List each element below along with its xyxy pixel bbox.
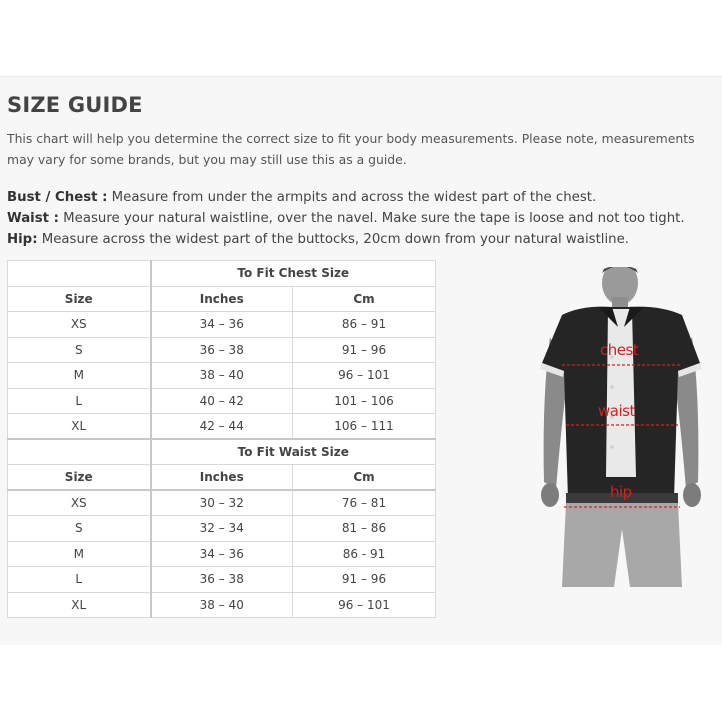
inches-cell: 30 – 32	[151, 490, 293, 516]
inches-cell: 40 – 42	[151, 388, 293, 414]
size-cell: L	[8, 388, 151, 414]
chest-table-heading: To Fit Chest Size	[151, 261, 436, 287]
size-guide-panel	[0, 76, 722, 645]
column-header-cm: Cm	[293, 286, 436, 312]
page-title: SIZE GUIDE	[7, 93, 143, 117]
definition-term: Hip:	[7, 232, 38, 247]
waist-table-heading: To Fit Waist Size	[151, 439, 436, 465]
cm-cell: 86 - 91	[293, 541, 436, 567]
table-row	[8, 337, 436, 363]
size-cell: S	[8, 516, 151, 542]
size-table	[7, 260, 436, 618]
cm-cell: 91 – 96	[293, 337, 436, 363]
definition-hip	[7, 229, 719, 250]
table-row	[8, 567, 436, 593]
table-row	[8, 363, 436, 389]
size-cell: M	[8, 541, 151, 567]
cm-cell: 86 – 91	[293, 312, 436, 338]
model-illustration	[532, 267, 712, 587]
size-cell: M	[8, 363, 151, 389]
waist-heading-row	[8, 439, 436, 465]
definition-text: Measure across the widest part of the buttocks, 20cm down from your natural waistline.	[37, 232, 630, 247]
definition-waist	[7, 208, 719, 229]
size-cell: L	[8, 567, 151, 593]
inches-cell: 38 – 40	[151, 363, 293, 389]
cm-cell: 101 – 106	[293, 388, 436, 414]
size-cell: XS	[8, 312, 151, 338]
table-row	[8, 312, 436, 338]
table-row	[8, 592, 436, 618]
chest-label: chest	[600, 341, 639, 359]
definition-text: Measure from under the armpits and across the widest part of the chest.	[107, 190, 597, 205]
inches-cell: 42 – 44	[151, 414, 293, 440]
cm-cell: 96 – 101	[293, 363, 436, 389]
model-measurement-figure	[532, 267, 712, 587]
waist-column-header-row	[8, 465, 436, 491]
table-row	[8, 490, 436, 516]
inches-cell: 38 – 40	[151, 592, 293, 618]
column-header-size: Size	[8, 465, 151, 491]
inches-cell: 36 – 38	[151, 567, 293, 593]
inches-cell: 34 – 36	[151, 312, 293, 338]
definition-chest	[7, 187, 719, 208]
cm-cell: 91 – 96	[293, 567, 436, 593]
empty-cell	[8, 261, 151, 287]
chest-heading-row	[8, 261, 436, 287]
definition-term: Waist :	[7, 211, 59, 226]
cm-cell: 81 – 86	[293, 516, 436, 542]
definition-term: Bust / Chest :	[7, 190, 108, 205]
size-cell: S	[8, 337, 151, 363]
intro-text: This chart will help you determine the correct size to fit your body measurements. Please note, measurements may vary for some brands, but you may still use this as a guide.	[7, 131, 695, 167]
table-row	[8, 541, 436, 567]
cm-cell: 96 – 101	[293, 592, 436, 618]
column-header-inches: Inches	[151, 465, 293, 491]
column-header-cm: Cm	[293, 465, 436, 491]
table-row	[8, 516, 436, 542]
column-header-inches: Inches	[151, 286, 293, 312]
column-header-size: Size	[8, 286, 151, 312]
measurement-definitions	[7, 187, 719, 250]
waist-label: waist	[598, 402, 635, 420]
cm-cell: 76 – 81	[293, 490, 436, 516]
inches-cell: 34 – 36	[151, 541, 293, 567]
table-row	[8, 414, 436, 440]
definition-text: Measure your natural waistline, over the navel. Make sure the tape is loose and not too tight.	[58, 211, 685, 226]
table-row	[8, 388, 436, 414]
empty-cell	[8, 439, 151, 465]
inches-cell: 36 – 38	[151, 337, 293, 363]
size-cell: XL	[8, 592, 151, 618]
size-cell: XS	[8, 490, 151, 516]
cm-cell: 106 – 111	[293, 414, 436, 440]
size-cell: XL	[8, 414, 151, 440]
inches-cell: 32 – 34	[151, 516, 293, 542]
hip-label: hip	[610, 483, 632, 501]
chest-column-header-row	[8, 286, 436, 312]
